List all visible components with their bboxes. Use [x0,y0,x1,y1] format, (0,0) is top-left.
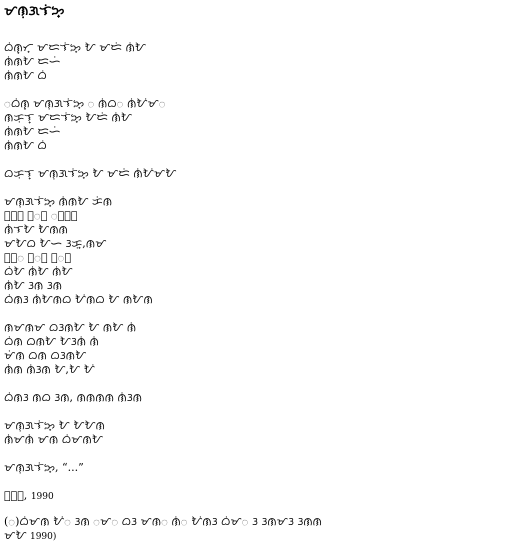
verse-line: ᜊᜒᜈ ᜊᜈᜀ ᜀᜂᜈᜒ ᜈᜒ [4,335,99,348]
credit-script: ᜀᜒᜈ, [4,489,28,502]
verse-line: ᜈᜒᜈᜀ ᜇᜑᜒ [4,125,61,138]
verse-line: ᜈᜋᜈᜋ ᜊᜂᜈᜀ ᜀ ᜈᜀ ᜈᜒ [4,321,137,334]
verse-line: ᜊᜒᜈᜂ ᜈᜊ ᜂᜈ, ᜈᜈᜈᜈ ᜈᜒᜂᜈ [4,391,143,404]
verse-line: ᜊᜒᜈᜂ ᜈᜒᜀᜈᜊ ᜀᜒᜈᜊ ᜀ ᜈᜀᜈ [4,293,153,306]
verse-line: ᜀᜊᜒᜈ᜔ ᜋᜈᜓᜄᜎᜒᜅ᜔ ᜀ ᜈᜒᜊᜀ ᜈᜒᜀᜒᜋᜀ [4,97,166,110]
credit-year: 1990) [29,532,57,542]
credit-line [4,490,54,503]
verse-line: ᜊᜒᜀ ᜈᜒᜀ ᜈᜒᜀ [4,265,73,278]
verse-line: ᜈᜒᜈᜀ ᜊᜒ [4,69,47,82]
verse-line: ᜋᜀᜊ ᜀᜑ ᜂᜃᜓ᜔,ᜈᜋ [4,237,107,250]
credit-year: 1990 [30,492,54,502]
verse-line: ᜈᜒᜎᜀ ᜀᜈᜈ [4,223,68,236]
verse-line: ᜈᜒᜈ ᜈᜒᜂᜈ ᜀ,ᜀ ᜀᜒ [4,363,95,376]
credit-line: (ᜀ)ᜊᜒᜋᜈ ᜀᜒᜀ ᜂᜈ ᜀᜋᜀ ᜊᜂ ᜋᜈᜀ ᜈᜒᜀ ᜀᜒᜈᜂ ᜊᜒᜋᜀ ᜂ ᜂᜈᜋᜂ ᜂᜈᜈ [4,515,322,528]
page-title: ᜋᜈᜓᜄᜎᜒᜅ᜔ [4,4,65,19]
verse-line: ᜋᜒᜈ ᜊᜈ ᜊᜂᜈᜀ [4,349,87,362]
quote-line: ᜋᜈᜓᜄᜎᜒᜅ᜔, “...” [4,461,84,474]
verse-line: ᜀᜒᜈ ᜊᜀᜈ ᜀᜋᜎᜈ [4,209,78,222]
verse-line: ᜈᜒᜋᜈᜒ ᜋᜈ ᜊᜒᜋᜈᜀ [4,433,103,446]
verse-line: ᜈᜒᜈᜀ ᜊᜒ [4,139,47,152]
verse-line: ᜊᜃᜓᜎ᜔ ᜋᜈᜓᜄᜎᜒᜅ᜔ ᜀ ᜋᜇᜒ ᜈᜒᜀᜒᜋᜀ [4,167,177,180]
verse-line: ᜋᜈᜓᜄᜎᜒᜅ᜔ ᜈᜒᜈᜀ ᜃᜒᜈ [4,195,113,208]
verse-line: ᜀᜒᜀ ᜈᜀᜈ ᜈᜀᜈ [4,251,72,264]
verse-line: ᜊᜒᜈ᜔ᜆ᜔ ᜋᜇᜎᜒᜅ᜔ ᜀ ᜋᜇᜒ ᜈᜒᜀ [4,41,146,54]
verse-line: ᜋᜈᜓᜄᜎᜒᜅ᜔ ᜀ ᜀᜀᜈ [4,419,105,432]
verse-line: ᜈᜒᜈᜀ ᜇᜑᜒ [4,55,61,68]
verse-line: ᜈᜃᜓᜎ᜔ ᜋᜇᜎᜒᜅ᜔ ᜀᜇᜒ ᜈᜒᜀ [4,111,132,124]
credit-script: ᜋᜀ [4,529,27,542]
credit-line [4,530,56,543]
verse-line: ᜈᜒᜀ ᜂᜈ ᜂᜈ [4,279,62,292]
